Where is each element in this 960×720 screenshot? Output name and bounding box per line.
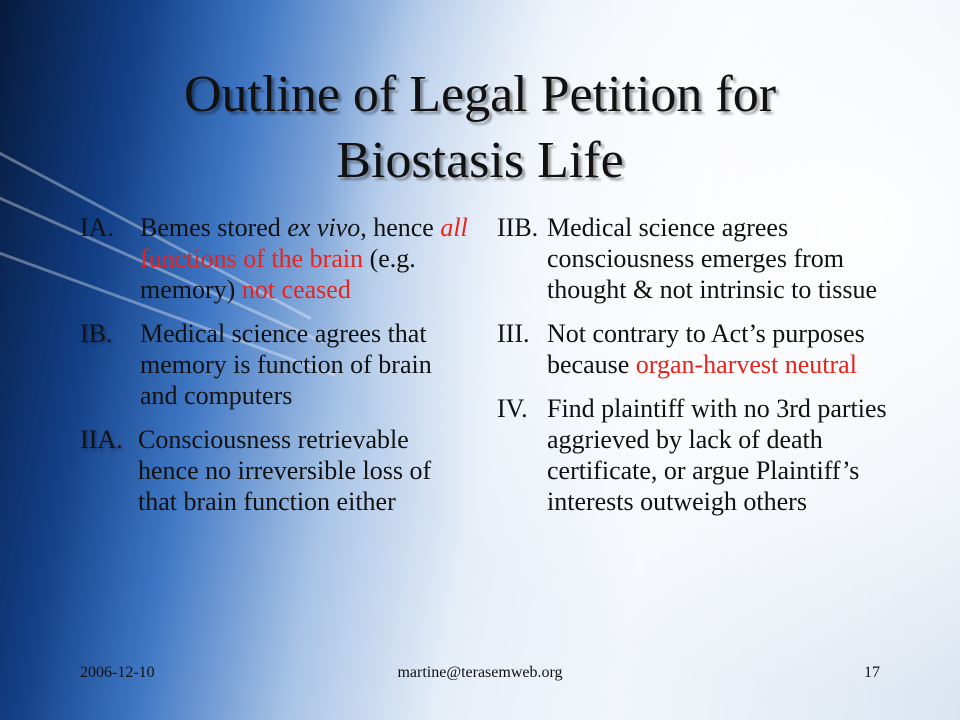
left-column [80,212,470,530]
slide-title-line-2: Biostasis Life [336,132,624,189]
outline-item-iia [80,424,470,517]
footer-email: martine@terasemweb.org [397,664,563,681]
outline-item-ia [80,212,470,305]
ia-not-ceased-highlight: not ceased [241,275,351,304]
ia-all-emphasis: all [440,213,468,242]
outline-label-iia: IIA. [80,425,123,454]
slide-title [60,62,900,194]
outline-label-iii: III. [497,319,530,348]
iii-organ-harvest-highlight: organ-harvest neutral [635,350,857,379]
outline-text-iii [547,318,917,380]
outline-item-iib [497,212,917,305]
slide-title-line-1: Outline of Legal Petition for [183,66,777,123]
outline-text-iia: Consciousness retrievable hence no irreversible loss of that brain function either [138,425,432,516]
outline-label-iib: IIB. [497,213,539,242]
outline-text-iv: Find plaintiff with no 3rd parties aggrieved by lack of death certificate, or argue Plaintiff’s interests outweigh others [547,394,887,516]
ia-text-part: (e.g. memory) [140,244,416,304]
footer-page-number: 17 [864,664,880,681]
ia-text-part: , hence [360,213,441,242]
right-column [497,212,917,530]
outline-text-ia [140,212,470,305]
outline-item-iii [497,318,917,380]
outline-label-ib: IB. [80,319,113,348]
ia-text-part: Bemes stored [140,213,288,242]
outline-text-ib: Medical science agrees that memory is function of brain and computers [140,319,432,410]
ia-ex-vivo: ex vivo [287,213,361,242]
outline-text-iib: Medical science agrees consciousness emerges from thought & not intrinsic to tissue [547,213,878,304]
iii-text-part: Not contrary to Act’s purposes because [547,319,865,379]
ia-functions-highlight: functions of the brain [140,244,364,273]
footer-date: 2006-12-10 [80,664,155,681]
outline-label-ia: IA. [80,213,114,242]
outline-label-iv: IV. [497,394,528,423]
outline-item-ib [80,318,470,411]
outline-item-iv [497,393,917,517]
